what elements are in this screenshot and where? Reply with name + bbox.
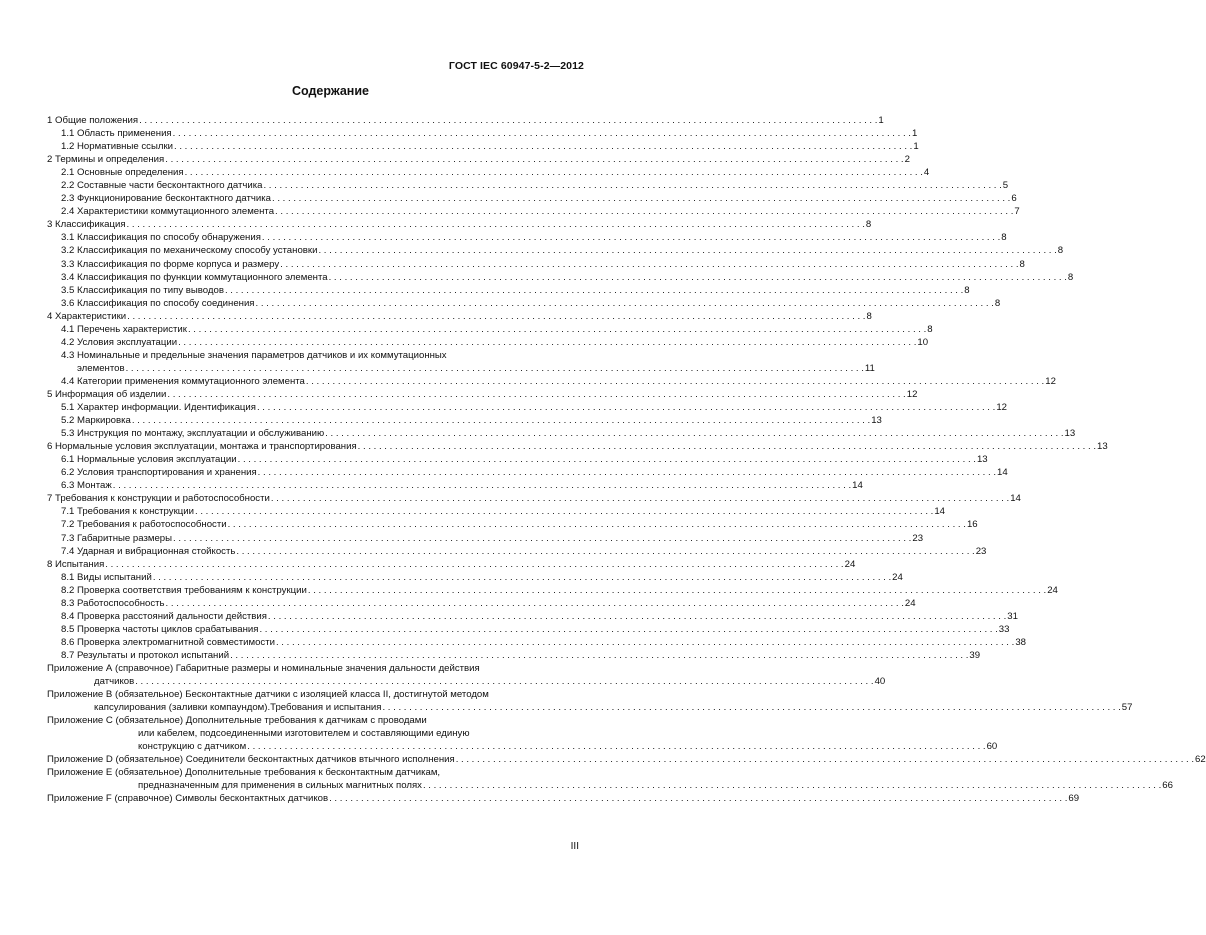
toc-page-number: 8: [964, 284, 970, 296]
toc-page-number: 2: [904, 154, 910, 166]
toc-leader-dots: [132, 414, 870, 427]
toc-page-number: 24: [1047, 584, 1058, 596]
toc-entry-text: 2 Термины и определения: [47, 154, 165, 166]
toc-page-number: 7: [1014, 206, 1020, 218]
toc-entry-text: 8.6 Проверка электромагнитной совместимости: [61, 636, 275, 648]
toc-leader-dots: [185, 166, 923, 179]
toc-entry-text: 3.4 Классификация по функции коммутационного элемента: [61, 271, 328, 283]
toc-leader-dots: [306, 375, 1044, 388]
toc-page-number: 14: [997, 467, 1008, 479]
toc-entry-text: датчиков: [94, 676, 135, 688]
toc-entry-text: Приложение F (справочное) Символы бесконтактных датчиков: [47, 793, 329, 805]
toc-entry-text: Приложение D (обязательное) Соединители бесконтактных датчиков втычного исполнения: [47, 754, 455, 766]
toc-entry-text: 8.2 Проверка соответствия требованиям к конструкции: [61, 584, 307, 596]
toc-page-number: 1: [878, 115, 884, 126]
toc-page-number: 23: [975, 545, 987, 557]
toc-page-number: 6: [1011, 193, 1017, 205]
toc-page-number: 66: [1162, 780, 1173, 792]
toc-page-number: 5: [1002, 180, 1009, 192]
toc-entry-text: 2.2 Составные части бесконтактного датчика: [61, 180, 263, 192]
toc-page-number: 1: [913, 141, 919, 153]
toc-entry-text: 8.5 Проверка частоты циклов срабатывания: [61, 623, 259, 635]
toc-entry-text: 7.2 Требования к работоспособности: [61, 519, 227, 531]
toc-page-number: 8: [994, 297, 1001, 309]
toc-entry: [47, 753, 1206, 766]
toc-entry-text: 4.2 Условия эксплуатации: [61, 336, 178, 348]
toc-entry: [47, 205, 1020, 218]
toc-entry: [47, 297, 1001, 310]
toc-page-number: 62: [1195, 754, 1206, 766]
toc-entry: [47, 179, 1009, 192]
toc-page-number: 11: [864, 362, 875, 374]
toc-entry-text: 6 Нормальные условия эксплуатации, монтажа и транспортирования: [47, 441, 357, 453]
toc-leader-dots: [423, 779, 1161, 792]
toc-leader-dots: [173, 127, 911, 140]
toc-leader-dots: [165, 153, 903, 166]
toc-entry: [47, 766, 1173, 792]
toc-leader-dots: [318, 244, 1056, 257]
toc-page-number: 57: [1121, 702, 1133, 714]
toc-entry: [47, 558, 856, 571]
toc-entry-text: Приложение В (обязательное) Бесконтактные датчики с изоляцией класса II, достигнутой методом: [47, 689, 489, 701]
toc-leader-dots: [167, 388, 905, 401]
toc-entry: [47, 336, 929, 349]
toc-entry-text: 8.3 Работоспособность: [61, 597, 165, 609]
toc-leader-dots: [272, 192, 1010, 205]
toc-leader-dots: [271, 492, 1009, 505]
toc-entry: [47, 231, 1007, 244]
toc-entry-text: Приложение С (обязательное) Дополнительные требования к датчикам с проводами: [47, 715, 427, 727]
toc-page-number: 1: [911, 128, 918, 140]
toc-leader-dots: [256, 297, 994, 310]
toc-entry: [47, 597, 916, 610]
toc-entry-text: 8.7 Результаты и протокол испытаний: [61, 649, 230, 661]
toc-entry-text: 3.1 Классификация по способу обнаружения: [61, 232, 261, 244]
toc-page-number: 8: [866, 310, 872, 322]
toc-page-number: 12: [996, 402, 1007, 414]
toc-leader-dots: [259, 623, 997, 636]
toc-entry: [47, 414, 882, 427]
toc-leader-dots: [178, 336, 916, 349]
toc-entry: [47, 310, 872, 323]
toc-leader-dots: [228, 518, 966, 531]
toc-leader-dots: [188, 323, 926, 336]
toc-leader-dots: [258, 466, 996, 479]
toc-entry-text: капсулирования (заливки компаундом).Требования и испытания: [94, 702, 382, 714]
toc-page-number: 8: [1019, 258, 1025, 270]
toc-entry: [47, 140, 919, 153]
toc-entry: [47, 545, 987, 558]
toc-page-number: 12: [906, 388, 918, 400]
toc-entry: [47, 323, 933, 336]
toc-leader-dots: [329, 271, 1067, 284]
toc-page-number: 14: [852, 480, 863, 492]
toc-page-number: 24: [892, 571, 903, 583]
toc-entry: [47, 505, 946, 518]
toc-entry-text: или кабелем, подсоединенными изготовителем и составляющими единую: [138, 728, 470, 740]
toc-leader-dots: [382, 701, 1120, 714]
toc-leader-dots: [257, 401, 995, 414]
toc-leader-dots: [325, 427, 1063, 440]
toc-entry-text: 5.3 Инструкция по монтажу, эксплуатации и обслуживанию: [61, 428, 325, 440]
toc-page-number: 8: [865, 219, 872, 231]
toc-leader-dots: [127, 218, 865, 231]
toc-entry-text: 5 Информация об изделии: [47, 388, 167, 400]
toc-entry-text: 1.1 Область применения: [61, 128, 172, 140]
toc-leader-dots: [238, 453, 976, 466]
toc-entry: [47, 453, 988, 466]
toc-leader-dots: [275, 205, 1013, 218]
toc-page-number: 13: [871, 415, 882, 427]
toc-leader-dots: [174, 140, 912, 153]
toc-entry-text: 1 Общие положения: [47, 115, 139, 126]
toc-entry: [47, 571, 903, 584]
toc-entry: [47, 284, 970, 297]
toc-leader-dots: [268, 610, 1006, 623]
toc-page-number: 8: [1057, 245, 1064, 257]
toc-entry: [47, 584, 1058, 597]
toc-page-number: 39: [969, 649, 981, 661]
page-number: III: [570, 841, 579, 852]
toc-page-number: 13: [1064, 428, 1076, 440]
toc-entry-text: конструкцию с датчиком: [138, 741, 247, 753]
toc-entry: [47, 518, 978, 531]
toc-leader-dots: [276, 636, 1014, 649]
toc-entry: [47, 688, 1133, 714]
toc-leader-dots: [263, 179, 1001, 192]
toc-entry: [47, 466, 1008, 479]
toc-entry-text: 4 Характеристики: [47, 310, 127, 322]
toc-entry: [47, 623, 1010, 636]
toc-page-number: 13: [1097, 441, 1108, 453]
toc-entry: [47, 114, 884, 127]
toc-leader-dots: [308, 584, 1046, 597]
toc-page-number: 8: [927, 323, 933, 335]
toc-entry-text: 4.1 Перечень характеристик: [61, 323, 187, 335]
toc-page-number: 60: [986, 741, 998, 753]
toc-entry: [47, 349, 875, 375]
toc-leader-dots: [230, 649, 968, 662]
toc-entry: [47, 192, 1017, 205]
toc-entry: [47, 153, 910, 166]
toc-entry: [47, 492, 1021, 505]
toc-page-number: 8: [1001, 232, 1007, 244]
toc-entry: [47, 258, 1025, 271]
toc-entry-text: 7.3 Габаритные размеры: [61, 532, 173, 544]
toc-page-number: 14: [934, 506, 946, 518]
toc-page-number: 69: [1068, 793, 1080, 805]
toc-page-number: 12: [1045, 375, 1056, 387]
toc-entry: [47, 218, 872, 231]
toc-entry: [47, 401, 1007, 414]
toc-entry-text: 3 Классификация: [47, 219, 126, 231]
toc-page-number: 16: [966, 519, 978, 531]
toc-entry: [47, 610, 1018, 623]
toc-entry-text: 6.2 Условия транспортирования и хранения: [61, 467, 257, 479]
toc-entry-text: 3.6 Классификация по способу соединения: [61, 297, 255, 309]
toc-entry-text: 6.1 Нормальные условия эксплуатации: [61, 454, 237, 466]
toc-entry-text: 2.1 Основные определения: [61, 167, 184, 179]
toc-entry: [47, 375, 1056, 388]
toc-leader-dots: [173, 532, 911, 545]
toc-page-number: 4: [923, 167, 930, 179]
toc-entry: [47, 662, 886, 688]
toc-entry-text: 8 Испытания: [47, 558, 105, 570]
toc-leader-dots: [195, 505, 933, 518]
toc-page-number: 13: [976, 454, 988, 466]
toc-entry-text: 5.1 Характер информации. Идентификация: [61, 402, 256, 414]
toc-entry-text: 7 Требования к конструкции и работоспособности: [47, 493, 270, 505]
toc-leader-dots: [113, 479, 851, 492]
toc-leader-dots: [139, 114, 877, 127]
toc-entry: [47, 166, 930, 179]
toc-leader-dots: [126, 362, 864, 375]
toc-page-number: 24: [844, 558, 856, 570]
toc-page-number: 23: [912, 532, 924, 544]
toc-leader-dots: [166, 597, 904, 610]
toc-entry-text: 6.3 Монтаж: [61, 480, 112, 492]
toc-page-number: 33: [998, 623, 1010, 635]
toc-entry: [47, 271, 1074, 284]
toc-leader-dots: [135, 675, 873, 688]
toc-entry: [47, 792, 1080, 805]
toc-page-number: 10: [917, 336, 929, 348]
toc-entry: [47, 714, 998, 753]
standard-code: ГОСТ IEC 60947-5-2—2012: [448, 60, 584, 72]
toc-entry-text: 1.2 Нормативные ссылки: [61, 141, 174, 153]
toc-page-number: 38: [1015, 636, 1026, 648]
toc-leader-dots: [262, 231, 1000, 244]
toc-entry-text: 4.4 Категории применения коммутационного элемента: [61, 375, 305, 387]
toc-entry-text: предназначенным для применения в сильных магнитных полях: [138, 780, 422, 792]
toc-entry: [47, 532, 924, 545]
toc-leader-dots: [329, 792, 1067, 805]
toc-entry-text: элементов: [77, 362, 125, 374]
toc-entry-text: Приложение Е (обязательное) Дополнительные требования к бесконтактным датчикам,: [47, 767, 441, 779]
toc-entry-text: 3.2 Классификация по механическому способу установки: [61, 245, 318, 257]
page-title: Содержание: [291, 84, 369, 98]
toc-page-number: 24: [904, 597, 916, 609]
toc-entry-text: 3.3 Классификация по форме корпуса и размеру: [61, 258, 280, 270]
toc-leader-dots: [153, 571, 891, 584]
toc-entry: [47, 388, 918, 401]
toc-entry-text: 2.4 Характеристики коммутационного элемента: [61, 206, 275, 218]
toc-entry-text: 7.1 Требования к конструкции: [61, 506, 194, 518]
toc-entry: [47, 636, 1026, 649]
toc-entry: [47, 479, 863, 492]
toc-entry-text: 7.4 Ударная и вибрационная стойкость: [61, 545, 236, 557]
toc-entry-text: 8.1 Виды испытаний: [61, 571, 152, 583]
toc-leader-dots: [456, 753, 1194, 766]
toc-entry: [47, 127, 918, 140]
toc-leader-dots: [358, 440, 1096, 453]
toc-entry: [47, 427, 1076, 440]
toc-leader-dots: [280, 258, 1018, 271]
toc-entry-text: 2.3 Функционирование бесконтактного датчика: [61, 193, 272, 205]
toc-entry: [47, 244, 1064, 257]
toc-page-number: 8: [1067, 271, 1074, 283]
toc-entry-text: 3.5 Классификация по типу выводов: [61, 284, 224, 296]
toc-entry: [47, 649, 981, 662]
toc-leader-dots: [105, 558, 843, 571]
toc-entry-text: Приложение А (справочное) Габаритные размеры и номинальные значения дальности действия: [47, 662, 480, 674]
toc-entry-text: 5.2 Маркировка: [61, 415, 131, 427]
toc-page-number: 31: [1007, 610, 1018, 622]
toc-leader-dots: [127, 310, 865, 323]
table-of-contents: [47, 114, 1206, 805]
toc-leader-dots: [247, 740, 985, 753]
toc-entry: [47, 440, 1108, 453]
toc-leader-dots: [225, 284, 963, 297]
toc-leader-dots: [236, 545, 974, 558]
toc-entry-text: 4.3 Номинальные и предельные значения параметров датчиков и их коммутационных: [61, 349, 447, 361]
toc-page-number: 40: [874, 676, 886, 688]
toc-page-number: 14: [1010, 493, 1021, 505]
toc-entry-text: 8.4 Проверка расстояний дальности действия: [61, 610, 267, 622]
